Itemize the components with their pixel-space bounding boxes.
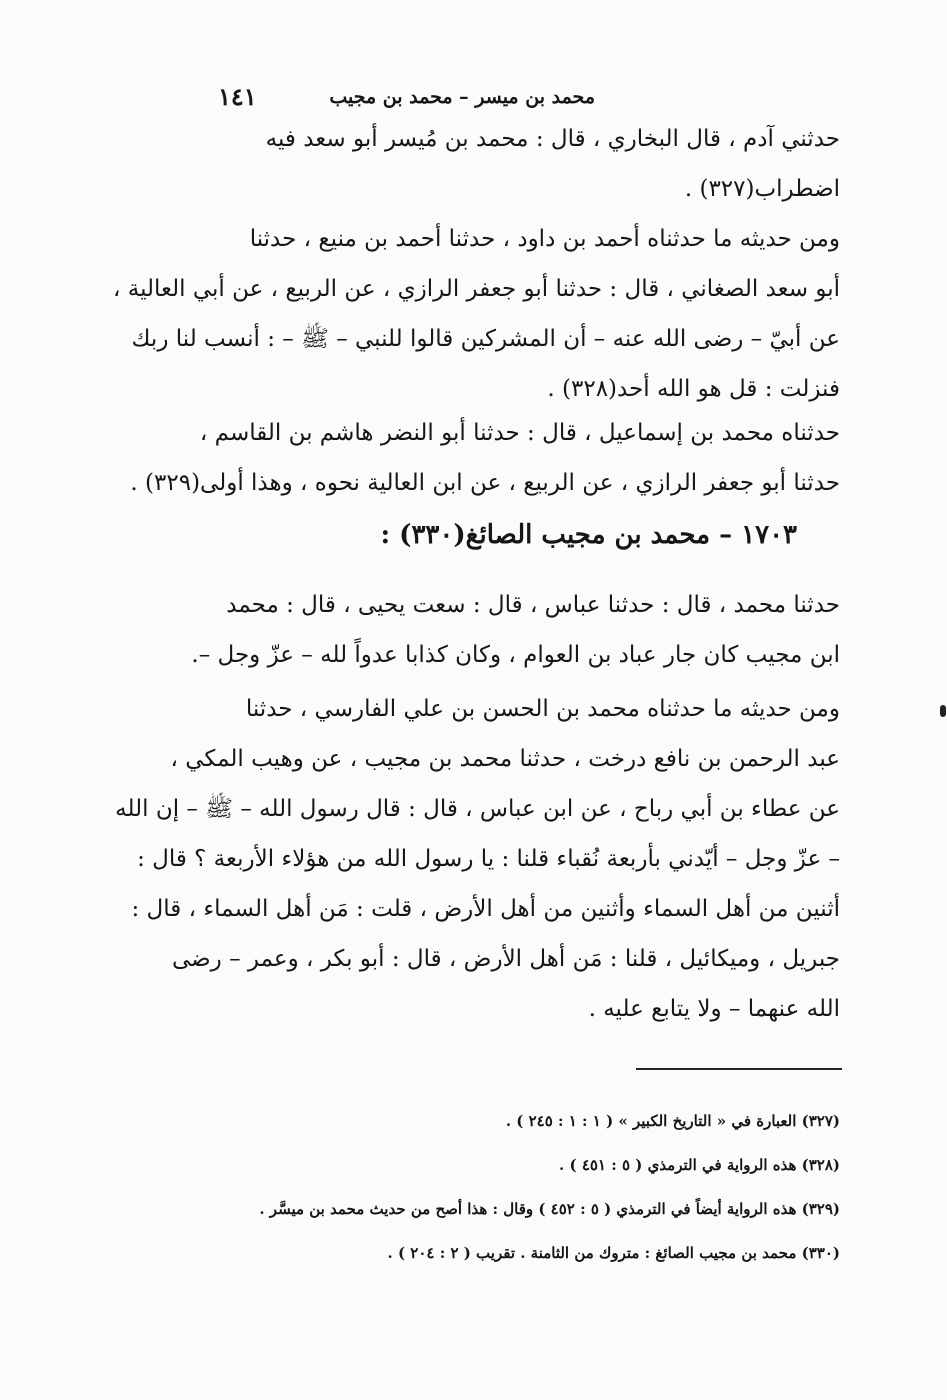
footnote: (٣٢٩) هذه الرواية أيضاً في الترمذي ( ٥ : ٤٥٢ ) وقال : هذا أصح من حديث محمد بن ميسَّر . bbox=[259, 1200, 840, 1218]
text-line: حدثناه محمد بن إسماعيل ، قال : حدثنا أبو النضر هاشم بن القاسم ، bbox=[199, 420, 840, 446]
running-title: محمد بن ميسر – محمد بن مجيب bbox=[329, 86, 595, 108]
paragraph-3 bbox=[130, 408, 840, 508]
footnote: (٣٢٨) هذه الرواية في الترمذي ( ٥ : ٤٥١ ) . bbox=[559, 1156, 840, 1174]
text-line: حدثني آدم ، قال البخاري ، قال : محمد بن مُيسر أبو سعد فيه bbox=[265, 126, 840, 152]
text-line: عن عطاء بن أبي رباح ، عن ابن عباس ، قال : قال رسول الله – ﷺ – إن الله bbox=[115, 796, 840, 822]
text-line: – عزّ وجل – أيّدني بأربعة نُقباء قلنا : يا رسول الله من هؤلاء الأربعة ؟ قال : bbox=[137, 846, 840, 872]
paragraph-2 bbox=[113, 214, 840, 414]
text-line: حدثنا محمد ، قال : حدثنا عباس ، قال : سعت يحيى ، قال : محمد bbox=[226, 592, 840, 618]
page-header bbox=[150, 82, 840, 116]
footnotes bbox=[150, 1106, 840, 1282]
text-line: ومن حديثه ما حدثناه محمد بن الحسن بن علي الفارسي ، حدثنا bbox=[245, 696, 840, 722]
text-line: ابن مجيب كان جار عباد بن العوام ، وكان كذابا عدواً لله – عزّ وجل –. bbox=[191, 642, 840, 668]
text-line: جبريل ، وميكائيل ، قلنا : مَن أهل الأرض ، قال : أبو بكر ، وعمر – رضى bbox=[171, 946, 840, 972]
text-line: فنزلت : قل هو الله أحد(٣٢٨) . bbox=[547, 376, 840, 402]
text-line: اضطراب(٣٢٧) . bbox=[684, 176, 840, 202]
footnote: (٣٢٧) العبارة في « التاريخ الكبير » ( ١ : ١ : ٢٤٥ ) . bbox=[505, 1112, 840, 1130]
text-line: عبد الرحمن بن نافع درخت ، حدثنا محمد بن مجيب ، عن وهيب المكي ، bbox=[170, 746, 840, 772]
margin-mark bbox=[940, 705, 946, 717]
entry-heading: ١٧٠٣ – محمد بن مجيب الصائغ(٣٣٠) : bbox=[380, 520, 797, 550]
text-line: الله عنهما – ولا يتابع عليه . bbox=[588, 996, 840, 1022]
paragraph-1 bbox=[150, 114, 840, 214]
text-line: حدثنا أبو جعفر الرازي ، عن الربيع ، عن ابن العالية نحوه ، وهذا أولى(٣٢٩) . bbox=[130, 470, 840, 496]
text-line: ومن حديثه ما حدثناه أحمد بن داود ، حدثنا أحمد بن منيع ، حدثنا bbox=[249, 226, 840, 252]
text-line: أثنين من أهل السماء وأثنين من أهل الأرض ، قلت : مَن أهل السماء ، قال : bbox=[131, 896, 840, 922]
text-line: أبو سعد الصغاني ، قال : حدثنا أبو جعفر الرازي ، عن الربيع ، عن أبي العالية ، bbox=[113, 276, 840, 302]
paragraph-5 bbox=[115, 684, 840, 1034]
paragraph-4 bbox=[150, 580, 840, 680]
text-line: عن أبيّ – رضى الله عنه – أن المشركين قالوا للنبي – ﷺ – : أنسب لنا ربك bbox=[131, 326, 840, 352]
page-number: ١٤١ bbox=[218, 82, 257, 111]
footnote-divider bbox=[636, 1068, 842, 1070]
footnote: (٣٣٠) محمد بن مجيب الصائغ : متروك من الثامنة . تقريب ( ٢ : ٢٠٤ ) . bbox=[387, 1244, 840, 1262]
